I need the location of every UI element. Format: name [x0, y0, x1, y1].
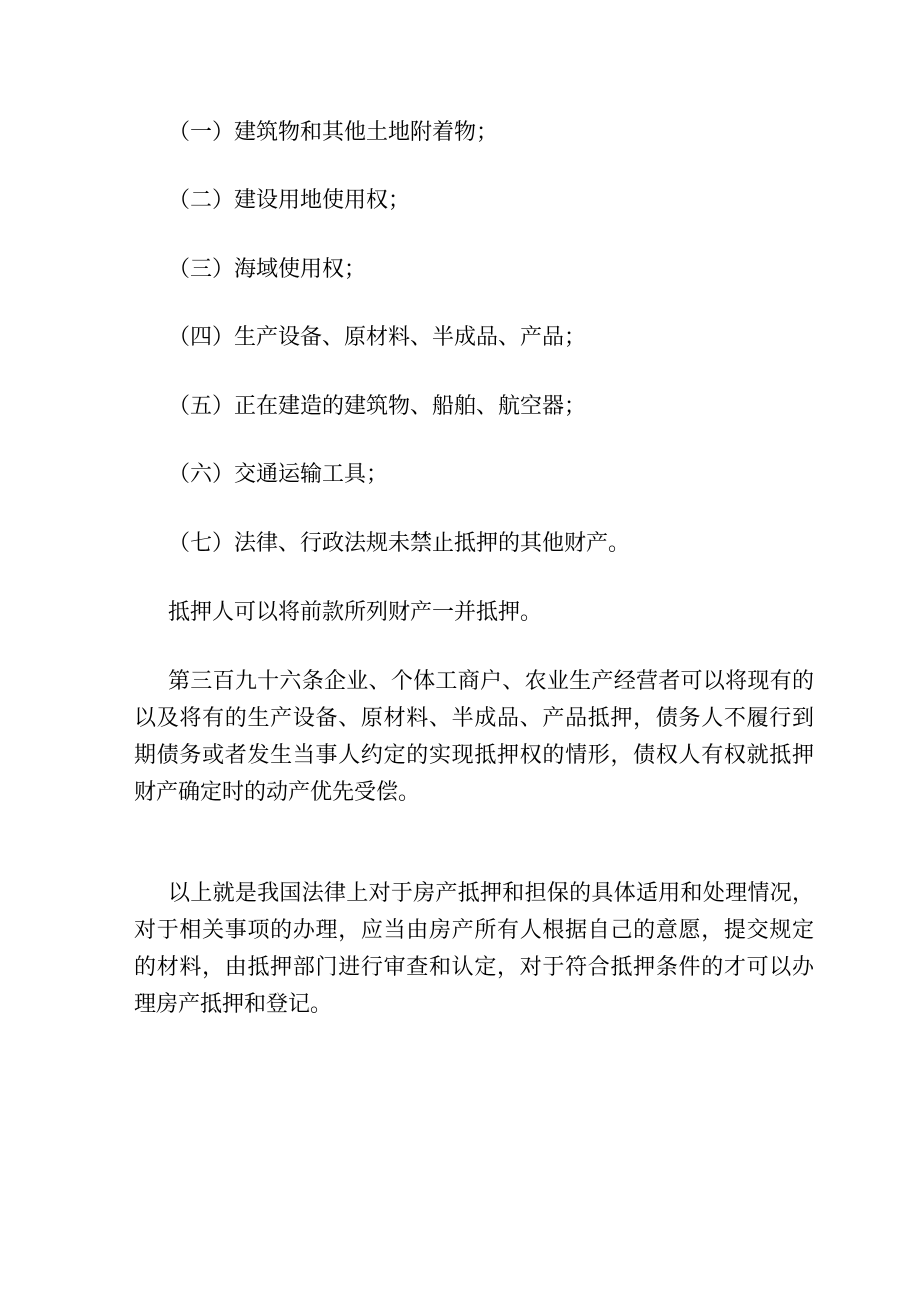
paragraph-article-396: 第三百九十六条企业、个体工商户、农业生产经营者可以将现有的以及将有的生产设备、原材料、半成品、产品抵押，债务人不履行到期债务或者发生当事人约定的实现抵押权的情形，债权人有权就抵押财产确定时的动产优先受偿。 — [134, 669, 814, 805]
list-item-3: （三）海域使用权； — [168, 257, 367, 282]
list-item-1: （一）建筑物和其他土地附着物； — [168, 120, 499, 145]
list-item-5: （五）正在建造的建筑物、船舶、航空器； — [168, 394, 587, 419]
list-item-2: （二）建设用地使用权； — [168, 188, 411, 213]
list-item-6: （六）交通运输工具； — [168, 462, 389, 487]
paragraph-mortgage-together: 抵押人可以将前款所列财产一并抵押。 — [168, 600, 543, 625]
list-item-7: （七）法律、行政法规未禁止抵押的其他财产。 — [168, 531, 631, 556]
paragraph-summary: 以上就是我国法律上对于房产抵押和担保的具体适用和处理情况，对于相关事项的办理，应当由房产所有人根据自己的意愿，提交规定的材料，由抵押部门进行审查和认定，对于符合抵押条件的才可以办理房产抵押和登记。 — [134, 881, 814, 1017]
list-item-4: （四）生产设备、原材料、半成品、产品； — [168, 325, 587, 350]
